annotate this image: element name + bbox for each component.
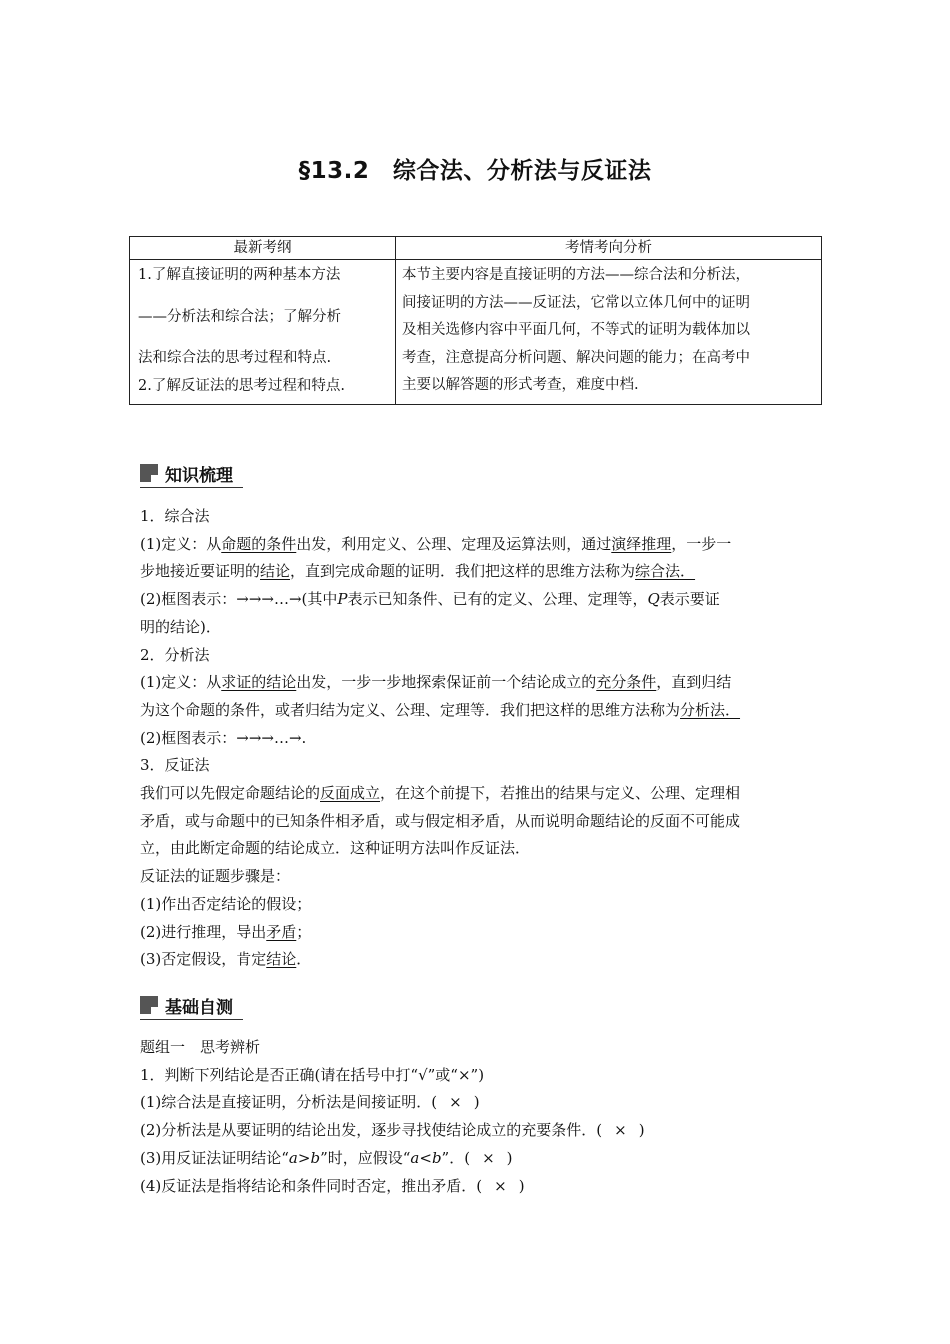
- syllabus-line: 1.了解直接证明的两种基本方法: [138, 267, 341, 283]
- question-item: (4)反证法是指将结论和条件同时否定，推出矛盾．( × ): [140, 1176, 525, 1195]
- paragraph: 反证法的证题步骤是：: [140, 867, 291, 886]
- question-item: (1)综合法是直接证明，分析法是间接证明．( × ): [140, 1093, 480, 1112]
- list-item: (1)作出否定结论的假设；: [140, 894, 312, 913]
- paragraph: 步地接近要证明的结论，直到完成命题的证明．我们把这样的思维方法称为综合法．: [140, 562, 696, 581]
- syllabus-table: [129, 236, 822, 405]
- paragraph: 明的结论)．: [140, 617, 221, 636]
- analysis-line: 本节主要内容是直接证明的方法——综合法和分析法，: [402, 267, 750, 283]
- col-header-syllabus: 最新考纲: [130, 237, 396, 260]
- section-heading-knowledge: [140, 459, 243, 488]
- syllabus-line: ——分析法和综合法；了解分析: [138, 309, 341, 325]
- list-item: (3)否定假设，肯定结论．: [140, 950, 312, 969]
- paragraph: 矛盾，或与命题中的已知条件相矛盾，或与假定相矛盾，从而说明命题结论的反面不可能成: [140, 811, 741, 830]
- syllabus-line: 2.了解反证法的思考过程和特点.: [138, 378, 345, 394]
- analysis-line: 及相关选修内容中平面几何，不等式的证明为载体加以: [402, 322, 750, 339]
- analysis-cell: [396, 260, 822, 405]
- col-header-analysis: 考情考向分析: [396, 237, 822, 260]
- section-marker-icon: [140, 996, 158, 1014]
- syllabus-line: 法和综合法的思考过程和特点.: [138, 350, 332, 366]
- analysis-line: 主要以解答题的形式考查，难度中档.: [402, 377, 639, 394]
- section-label: 基础自测: [165, 997, 233, 1018]
- subheading: 3．反证法: [140, 756, 210, 775]
- analysis-line: 考查，注意提高分析问题、解决问题的能力；在高考中: [402, 349, 750, 366]
- question-item: (2)分析法是从要证明的结论出发，逐步寻找使结论成立的充要条件．( × ): [140, 1121, 645, 1140]
- subheading: 1．综合法: [140, 507, 210, 525]
- list-item: (2)进行推理，导出矛盾；: [140, 922, 312, 941]
- paragraph: (2)框图表示：→→→…→.: [140, 728, 307, 747]
- section-heading-selftest: [140, 991, 243, 1020]
- subheading: 2．分析法: [140, 645, 210, 664]
- selftest-body: [140, 1034, 820, 1200]
- paragraph: 我们可以先假定命题结论的反面成立，在这个前提下，若推出的结果与定义、公理、定理相: [140, 784, 741, 803]
- paragraph: 为这个命题的条件，或者归结为定义、公理、定理等．我们把这样的思维方法称为分析法．: [140, 700, 741, 719]
- paragraph: (2)框图表示：→→→…→(其中P表示已知条件、已有的定义、公理、定理等，Q表示要证: [140, 590, 720, 609]
- question: 1．判断下列结论是否正确(请在括号中打“√”或“×”): [140, 1065, 485, 1084]
- analysis-line: 间接证明的方法——反证法，它常以立体几何中的证明: [402, 294, 750, 311]
- paragraph: (1)定义：从求证的结论出发，一步一步地探索保证前一个结论成立的充分条件，直到归结: [140, 673, 732, 692]
- question-group: 题组一 思考辨析: [140, 1038, 261, 1056]
- paragraph: (1)定义：从命题的条件出发，利用定义、公理、定理及运算法则，通过演绎推理，一步一: [140, 534, 732, 553]
- paragraph: 立，由此断定命题的结论成立．这种证明方法叫作反证法．: [140, 839, 531, 858]
- knowledge-body: [140, 503, 820, 974]
- section-marker-icon: [140, 464, 158, 482]
- syllabus-cell: [130, 260, 396, 405]
- section-label: 知识梳理: [165, 465, 233, 486]
- page-title: §13.2 综合法、分析法与反证法: [298, 158, 652, 184]
- question-item: (3)用反证法证明结论“a>b”时，应假设“a<b”．( × ): [140, 1148, 513, 1167]
